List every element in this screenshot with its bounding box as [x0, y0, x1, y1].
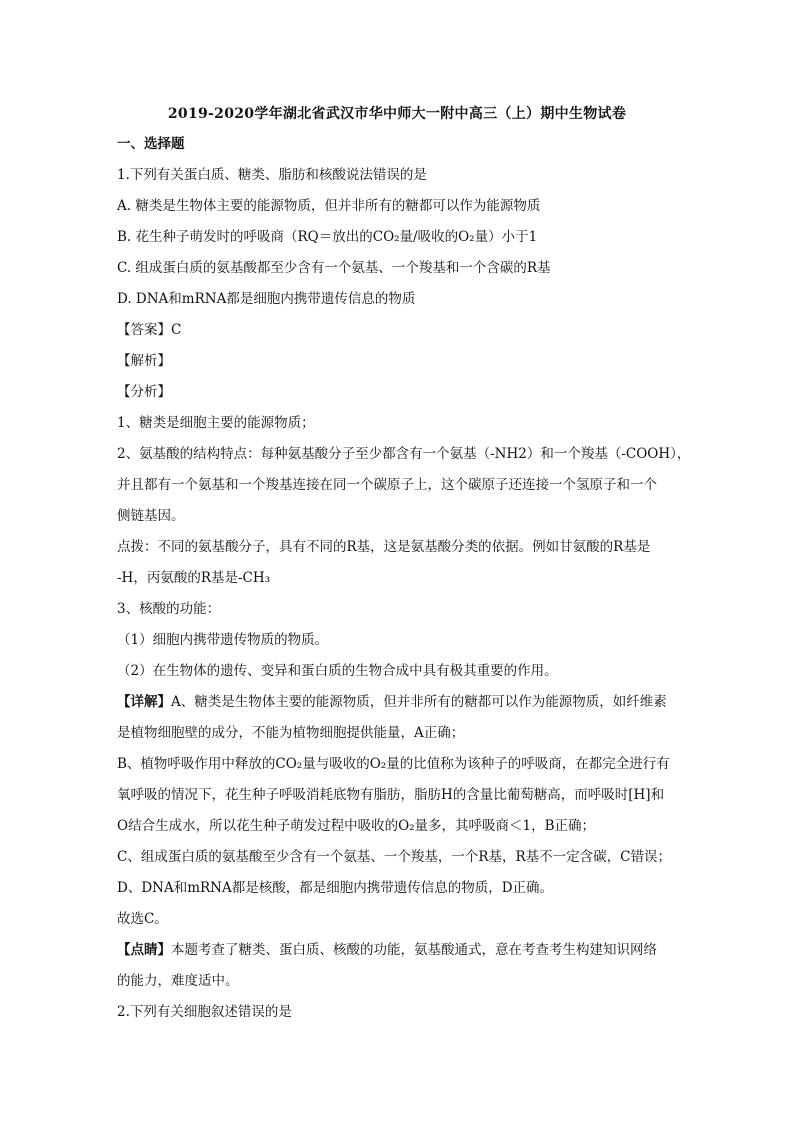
detail-line: 氧呼吸的情况下，花生种子呼吸消耗底物有脂肪，脂肪H的含量比葡萄糖高，而呼吸时[H]和: [117, 787, 665, 803]
detail-line: C、组成蛋白质的氨基酸至少含有一个氨基、一个羧基，一个R基，R基不一定含碳，C错误；: [117, 849, 671, 865]
question-1-option-c: C. 组成蛋白质的氨基酸都至少含有一个氨基、一个羧基和一个含碳的R基: [117, 260, 551, 276]
analysis-line: 3、核酸的功能：: [117, 601, 221, 617]
detail-line: 是植物细胞壁的成分，不能为植物细胞提供能量，A正确；: [117, 725, 465, 741]
detail-line: A、糖类是生物体主要的能源物质，但并非所有的糖都可以作为能源物质，如纤维素: [171, 694, 667, 710]
analysis-line: 点拨：不同的氨基酸分子，具有不同的R基，这是氨基酸分类的依据。例如甘氨酸的R基是: [117, 539, 651, 555]
point-line: 的能力，难度适中。: [117, 973, 239, 989]
point-paragraph-start: [117, 940, 687, 960]
point-line: 本题考查了糖类、蛋白质、核酸的功能，氨基酸通式，意在考查考生构建知识网络: [171, 942, 657, 958]
detail-paragraph-start: [117, 692, 687, 712]
answer-line: 【答案】C: [117, 322, 182, 338]
analysis-line: 侧链基因。: [117, 508, 185, 524]
detail-line: O结合生成水，所以花生种子萌发过程中吸收的O₂量多，其呼吸商＜1，B正确；: [117, 818, 596, 834]
point-label: 【点睛】: [117, 942, 171, 958]
section-heading: 一、选择题: [117, 136, 185, 152]
question-2-stem: 2.下列有关细胞叙述错误的是: [117, 1004, 292, 1020]
detail-label: 【详解】: [117, 694, 171, 710]
fenxi-heading: 【分析】: [117, 384, 171, 400]
analysis-line: 2、氨基酸的结构特点：每种氨基酸分子至少都含有一个氨基（-NH2）和一个羧基（-COOH），: [117, 446, 691, 462]
analysis-line: -H，丙氨酸的R基是-CH₃: [117, 570, 271, 586]
exam-title: 2019-2020学年湖北省武汉市华中师大一附中高三（上）期中生物试卷: [167, 106, 627, 122]
analysis-line: （2）在生物体的遗传、变异和蛋白质的生物合成中具有极其重要的作用。: [117, 663, 558, 679]
analysis-line: 并且都有一个氨基和一个羧基连接在同一个碳原子上，这个碳原子还连接一个氢原子和一个: [117, 477, 657, 493]
question-1-stem: 1.下列有关蛋白质、糖类、脂肪和核酸说法错误的是: [117, 167, 427, 183]
detail-line: D、DNA和mRNA都是核酸，都是细胞内携带遗传信息的物质，D正确。: [117, 880, 554, 896]
question-1-option-b: B. 花生种子萌发时的呼吸商（RQ＝放出的CO₂量/吸收的O₂量）小于1: [117, 229, 538, 245]
question-1-option-a: A. 糖类是生物体主要的能源物质，但并非所有的糖都可以作为能源物质: [117, 198, 541, 214]
detail-line: 故选C。: [117, 911, 168, 927]
jiexi-heading: 【解析】: [117, 353, 171, 369]
analysis-line: （1）细胞内携带遗传物质的物质。: [117, 632, 329, 648]
detail-line: B、植物呼吸作用中释放的CO₂量与吸收的O₂量的比值称为该种子的呼吸商，在都完全进行有: [117, 756, 670, 772]
analysis-line: 1、糖类是细胞主要的能源物质；: [117, 415, 315, 431]
question-1-option-d: D. DNA和mRNA都是细胞内携带遗传信息的物质: [117, 291, 416, 307]
